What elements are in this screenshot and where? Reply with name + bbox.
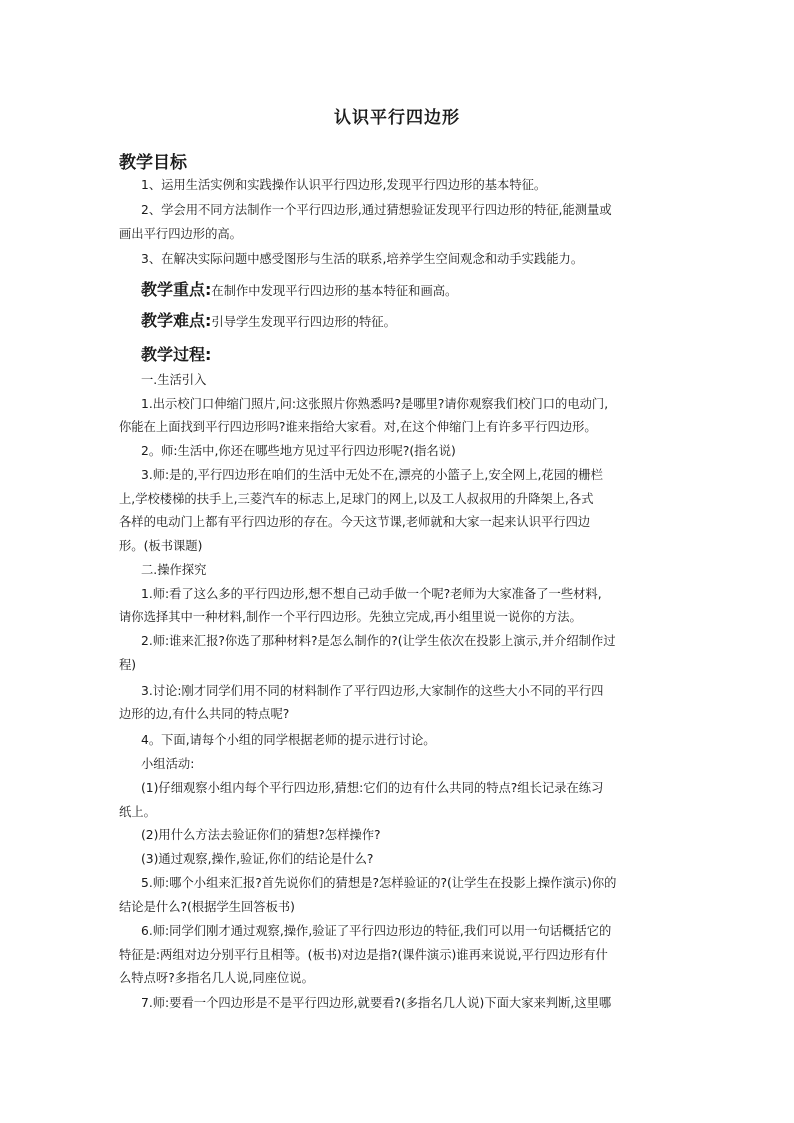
paragraph-line: 2。师:生活中,你还在哪些地方见过平行四边形呢?(指名说) [141,444,456,458]
difficulty [141,310,396,333]
goal-item-continuation: 画出平行四边形的高。 [119,227,242,241]
document-title: 认识平行四边形 [334,108,460,128]
paragraph-line: 形。(板书课题) [119,539,203,553]
paragraph-line: 3.师:是的,平行四边形在咱们的生活中无处不在,漂亮的小篮子上,安全网上,花园的栅栏 [141,468,603,482]
paragraph-line: 小组活动: [141,757,195,771]
paragraph-line: (3)通过观察,操作,验证,你们的结论是什么? [141,852,374,866]
paragraph-line: 上,学校楼梯的扶手上,三菱汽车的标志上,足球门的网上,以及工人叔叔用的升降架上,各式 [119,492,594,506]
section-subheading: 二.操作探究 [141,563,207,577]
key-point-text: 在制作中发现平行四边形的基本特征和画高。 [211,284,458,298]
paragraph-line: 6.师:同学们刚才通过观察,操作,验证了平行四边形边的特征,我们可以用一句话概括它的 [141,924,612,938]
section-heading-process: 教学过程: [141,345,212,364]
paragraph-line: 1.师:看了这么多的平行四边形,想不想自己动手做一个呢?老师为大家准备了一些材料, [141,587,602,601]
difficulty-text: 引导学生发现平行四边形的特征。 [211,315,396,329]
paragraph-line: 1.出示校门口伸缩门照片,问:这张照片你熟悉吗?是哪里?请你观察我们校门口的电动门, [141,397,609,411]
section-heading-goals: 教学目标 [119,153,187,173]
difficulty-label: 教学难点: [141,311,212,330]
paragraph-line: (1)仔细观察小组内每个平行四边形,猜想:它们的边有什么共同的特点?组长记录在练习 [141,781,604,795]
paragraph-line: 边形的边,有什么共同的特点呢? [119,707,290,721]
paragraph-line: 么特点呀?多指名几人说,同座位说。 [119,971,314,985]
paragraph-line: 纸上。 [119,805,156,819]
paragraph-line: 5.师:哪个小组来汇报?首先说你们的猜想是?怎样验证的?(让学生在投影上操作演示)你的 [141,876,617,890]
paragraph-line: 特征是:两组对边分别平行且相等。(板书)对边是指?(课件演示)谁再来说说,平行四边形有什 [119,948,608,962]
paragraph-line: 程) [119,658,137,672]
key-point-label: 教学重点: [141,280,212,299]
key-point [141,279,457,302]
paragraph-line: (2)用什么方法去验证你们的猜想?怎样操作? [141,828,381,842]
paragraph-line: 各样的电动门上都有平行四边形的存在。今天这节课,老师就和大家一起来认识平行四边 [119,515,591,529]
section-subheading: 一.生活引入 [141,373,207,387]
goal-item: 2、学会用不同方法制作一个平行四边形,通过猜想验证发现平行四边形的特征,能测量或 [141,203,612,217]
paragraph-line: 结论是什么?(根据学生回答板书) [119,900,295,914]
paragraph-line: 4。下面,请每个小组的同学根据老师的提示进行讨论。 [141,733,436,747]
goal-item: 1、运用生活实例和实践操作认识平行四边形,发现平行四边形的基本特征。 [141,178,547,192]
paragraph-line: 3.讨论:刚才同学们用不同的材料制作了平行四边形,大家制作的这些大小不同的平行四 [141,684,604,698]
goal-item: 3、在解决实际问题中感受图形与生活的联系,培养学生空间观念和动手实践能力。 [141,252,584,266]
paragraph-line: 你能在上面找到平行四边形吗?谁来指给大家看。对,在这个伸缩门上有许多平行四边形。 [119,420,597,434]
paragraph-line: 7.师:要看一个四边形是不是平行四边形,就要看?(多指名几人说)下面大家来判断,这里哪 [141,996,612,1010]
paragraph-line: 2.师:谁来汇报?你选了那种材料?是怎么制作的?(让学生依次在投影上演示,并介绍制作过 [141,634,616,648]
paragraph-line: 请你选择其中一种材料,制作一个平行四边形。先独立完成,再小组里说一说你的方法。 [119,610,582,624]
